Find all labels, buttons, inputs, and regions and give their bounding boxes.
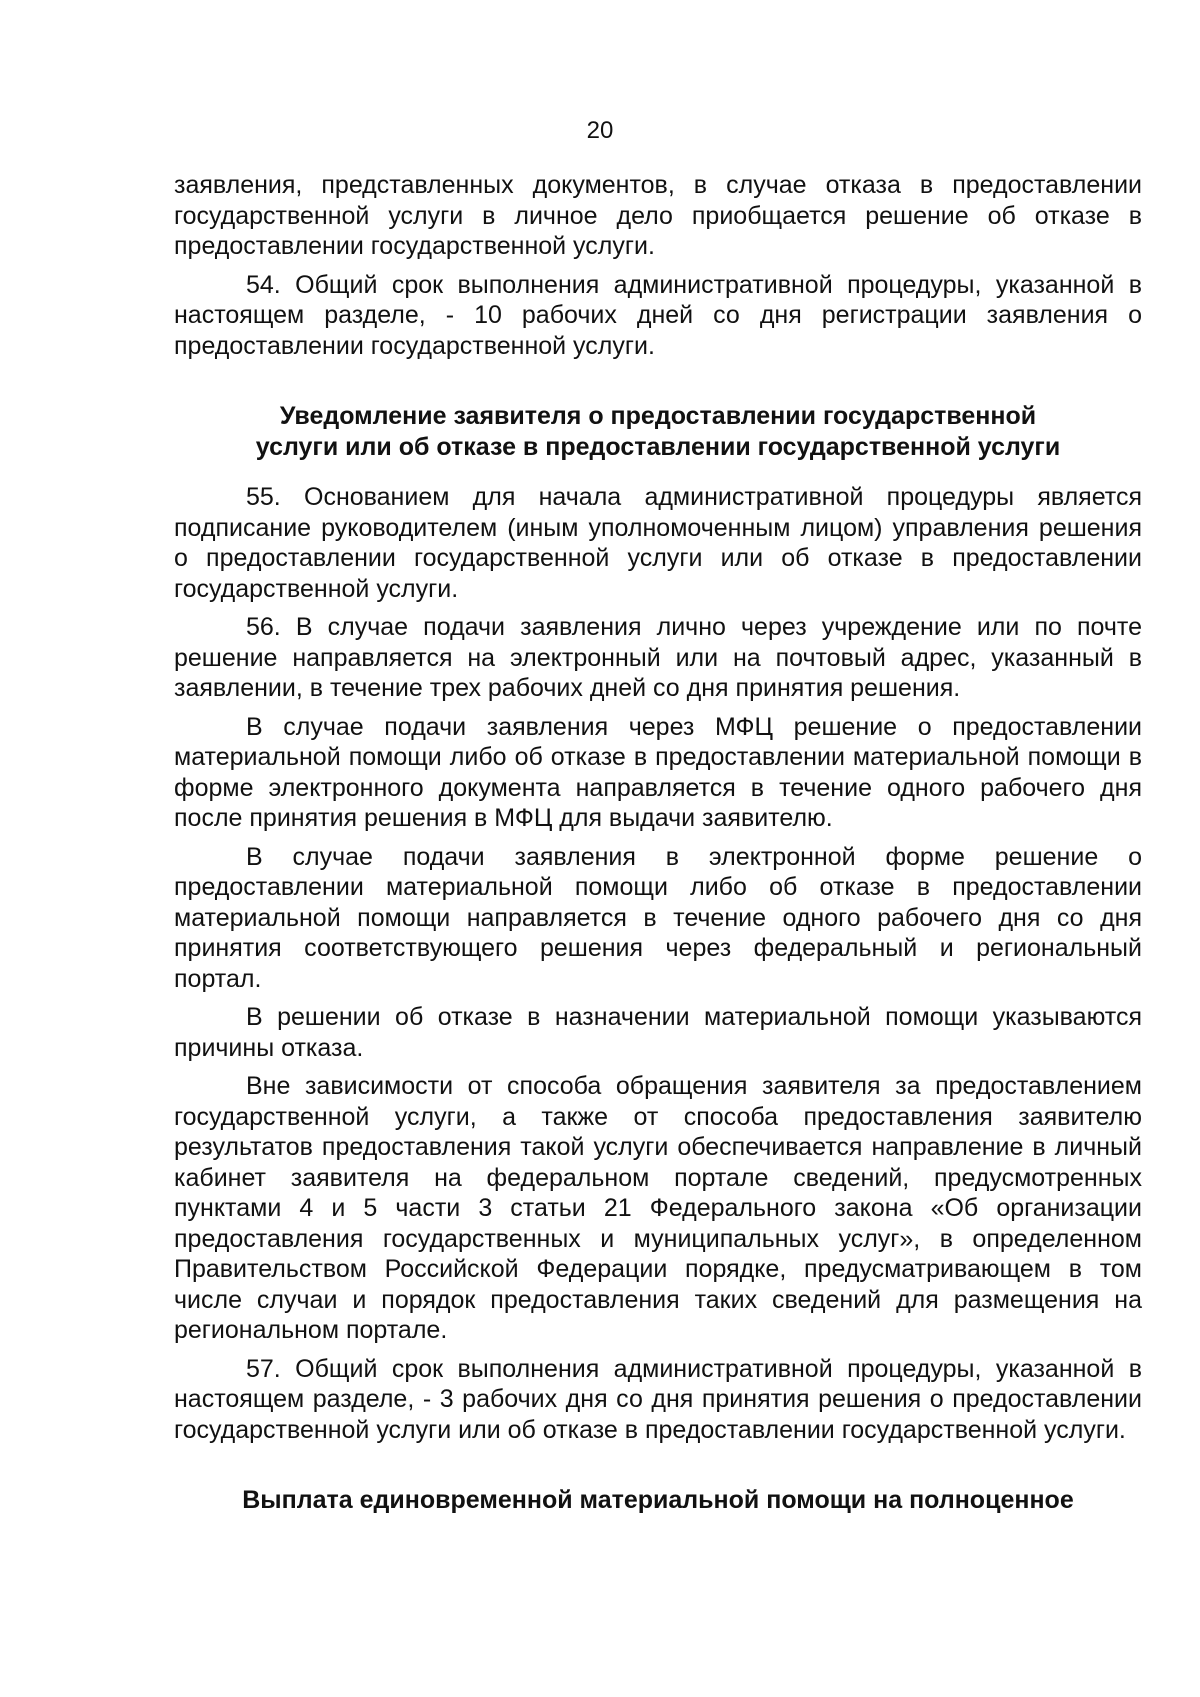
paragraph-mfc-decision: В случае подачи заявления через МФЦ решение о предоставлении материальной помощи либо об отказе в предоставлении материальной помощи в форме электронного документа направляется в течение одного рабочего дня после принятия решения в МФЦ для выдачи заявителю. [174,712,1142,832]
section-heading-notification: Уведомление заявителя о предоставлении государственной услуги или об отказе в предоставлении государственной услуги [255,402,1061,461]
paragraph-55: 55. Основанием для начала административной процедуры является подписание руководителем (иным уполномоченным лицом) управления решения о предоставлении государственной услуги или об отказе в предоставлении государственной услуги. [174,483,1142,603]
paragraph-57: 57. Общий срок выполнения административной процедуры, указанной в настоящем разделе, - 3 рабочих дня со дня принятия решения о предоставлении государственной услуги или об отказе в предоставлении государственной услуги. [174,1354,1142,1444]
paragraph-56: 56. В случае подачи заявления лично через учреждение или по почте решение направляется на электронный или на почтовый адрес, указанный в заявлении, в течение трех рабочих дней со дня принятия решения. [174,613,1142,702]
paragraph-refusal-reasons: В решении об отказе в назначении материальной помощи указываются причины отказа. [174,1003,1142,1062]
paragraph-electronic-decision: В случае подачи заявления в электронной форме решение о предоставлении материальной помощи либо об отказе в предоставлении материальной помощи направляется в течение одного рабочего дня со дня принятия соответствующего решения через федеральный и региональный портал. [174,842,1142,993]
notification-section [174,482,1142,1445]
paragraph-personal-account: Вне зависимости от способа обращения заявителя за предоставлением государственной услуги, а также от способа предоставления заявителю результатов предоставления такой услуги обеспечивается направление в личный кабинет заявителя на федеральном портале сведений, предусмотренных пунктами 4 и 5 части 3 статьи 21 Федерального закона «Об организации предоставления государственных и муниципальных услуг», в определенном Правительством Российской Федерации порядке, предусматривающем в том числе случаи и порядок предоставления таких сведений для размещения на региональном портале. [174,1072,1142,1344]
paragraph-54: 54. Общий срок выполнения административной процедуры, указанной в настоящем разделе, - 10 рабочих дней со дня регистрации заявления о предоставлении государственной услуги. [174,270,1142,360]
section-heading-payment: Выплата единовременной материальной помощи на полноценное [242,1486,1074,1514]
page-number: 20 [586,117,614,144]
document-body [174,170,1142,1516]
paragraph-continuation: заявления, представленных документов, в случае отказа в предоставлении государственной услуги в личное дело приобщается решение об отказе в предоставлении государственной услуги. [174,171,1142,260]
